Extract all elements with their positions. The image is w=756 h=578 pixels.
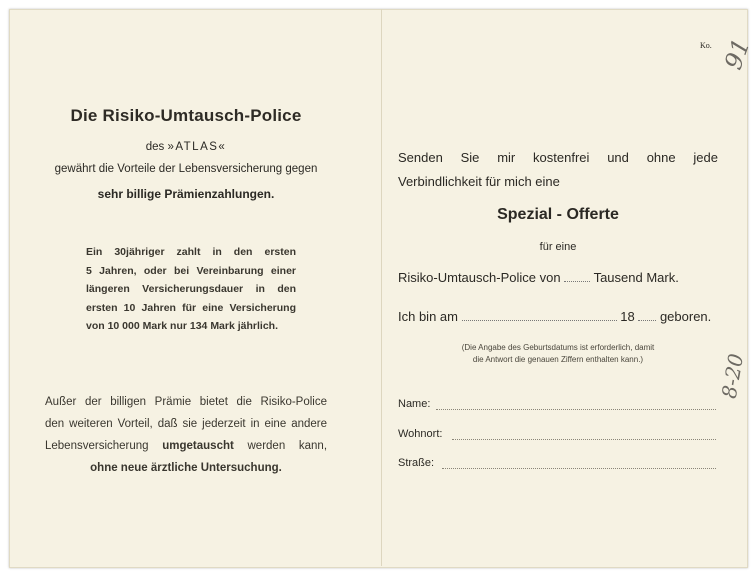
birthdate-blank[interactable] xyxy=(462,310,617,321)
fold-line xyxy=(381,9,382,566)
note-line: die Antwort die genauen Ziffern enthalten kann.) xyxy=(472,355,644,364)
advantage-line: den weiteren Vorteil, daß sie jederzeit in eine andere xyxy=(45,418,327,430)
handwritten-number: 91 xyxy=(718,34,756,74)
company-prefix: des xyxy=(145,141,165,153)
birthyear-blank[interactable] xyxy=(638,310,656,321)
intro-line: Verbindlichkeit für mich eine xyxy=(398,174,560,189)
amount-blank[interactable] xyxy=(564,271,590,282)
advantage-paragraph xyxy=(45,391,327,479)
example-line: ersten 10 Jahren für eine Versicherung xyxy=(86,301,296,314)
example-paragraph xyxy=(86,243,296,336)
police-label: Risiko-Umtausch-Police von xyxy=(398,270,561,285)
residence-label: Wohnort: xyxy=(398,428,443,440)
street-label: Straße: xyxy=(398,457,435,469)
example-line: längeren Versicherungsdauer in den xyxy=(86,283,296,295)
advantage-line-bold: ohne neue ärztliche Untersuchung. xyxy=(90,462,282,474)
advantage-line: Außer der billigen Prämie bietet die Risiko-Police xyxy=(45,396,327,408)
handwritten-note: 8-20 xyxy=(716,351,749,401)
note-line: (Die Angabe des Geburtsdatums ist erforderlich, damit xyxy=(461,343,655,352)
birthdate-row xyxy=(398,309,718,324)
advantage-line xyxy=(45,435,327,457)
born-label: geboren. xyxy=(659,309,712,324)
name-label: Name: xyxy=(398,398,431,410)
example-line: 5 Jahren, oder bei Vereinbarung einer xyxy=(86,264,296,277)
police-title: Die Risiko-Umtausch-Police xyxy=(70,106,302,125)
company-line xyxy=(0,141,372,153)
example-line: Ein 30jähriger zahlt in den ersten xyxy=(86,246,296,258)
ko-label: Ko. xyxy=(700,41,712,50)
name-line[interactable] xyxy=(436,409,716,410)
advantage-emphasis: umgetauscht xyxy=(162,440,234,452)
request-intro xyxy=(398,146,718,194)
advantage-text: werden kann, xyxy=(247,440,328,452)
birthdate-note xyxy=(382,342,734,366)
street-line[interactable] xyxy=(442,468,716,469)
premium-line: sehr billige Prämienzahlungen. xyxy=(97,187,275,201)
advantage-text: Lebensversicherung xyxy=(45,440,149,452)
police-amount-row xyxy=(398,270,718,285)
for-a-line: für eine xyxy=(539,241,577,253)
police-unit: Tausend Mark. xyxy=(593,270,679,285)
benefit-line: gewährt die Vorteile der Lebensversicherung gegen xyxy=(54,163,318,175)
offer-heading: Spezial - Offerte xyxy=(497,206,619,223)
intro-line: Senden Sie mir kostenfrei und ohne jede xyxy=(398,150,718,165)
residence-line[interactable] xyxy=(452,439,716,440)
company-name: »ATLAS« xyxy=(167,141,227,153)
birth-label: Ich bin am xyxy=(398,309,458,324)
example-line: von 10 000 Mark nur 134 Mark jährlich. xyxy=(86,320,279,332)
century-prefix: 18 xyxy=(620,309,635,324)
